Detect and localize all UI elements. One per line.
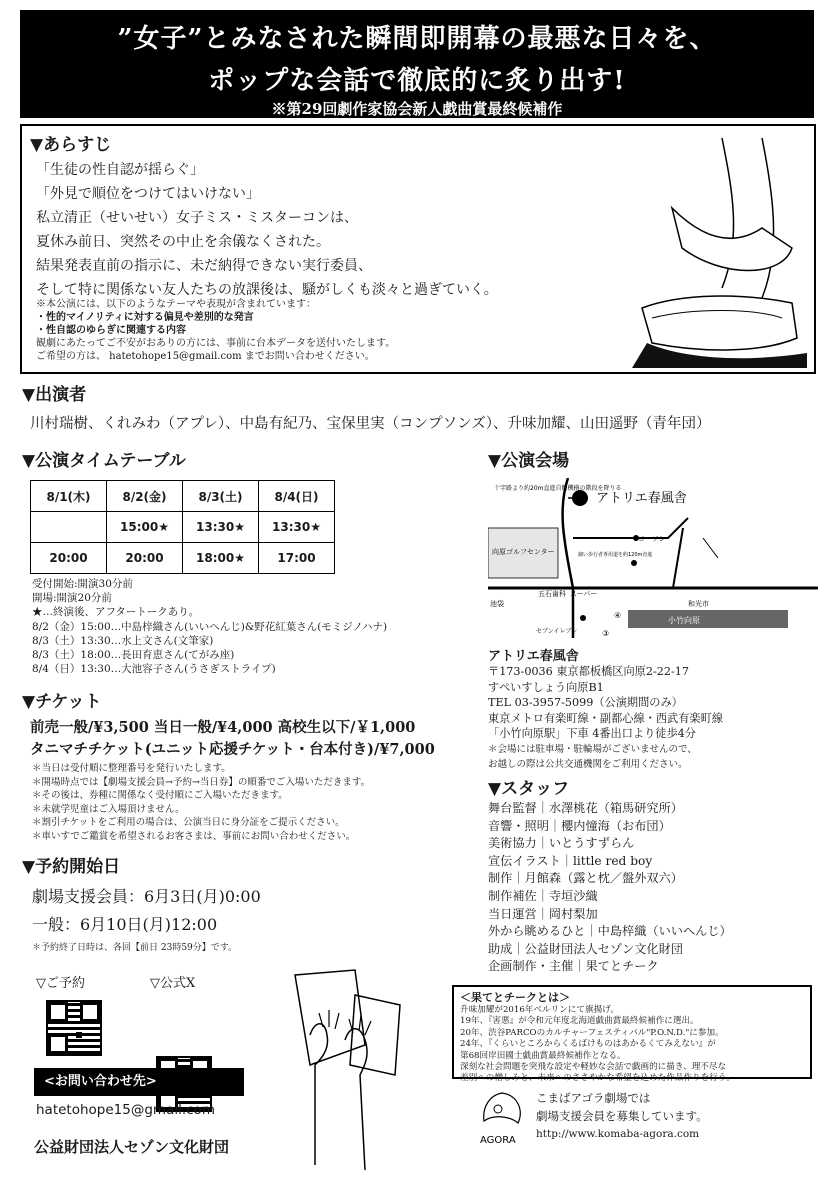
map-exit-3: ③ <box>602 629 610 638</box>
note-line: 8/2（金）15:00…中島梓織さん(いいへんじ)&野花紅葉さん(モミジノハナ) <box>32 620 388 633</box>
map-seven-eleven: セブンイレブン <box>536 628 578 635</box>
table-cell: 20:00 <box>31 543 107 574</box>
table-cell: 8/1(木) <box>31 481 107 512</box>
note-line: ＊割引チケットをご利用の場合は、公演当日に身分証をご提示ください。 <box>32 817 345 828</box>
warning-line: ・性自認のゆらぎに関連する内容 <box>36 325 186 336</box>
troupe-box <box>452 985 812 1084</box>
troupe-line: 升味加耀が2016年ベルリンにて旗揚げ。 <box>460 1005 620 1015</box>
headline-1: ”女子”とみなされた瞬間即開幕の最悪な日々を、 <box>117 24 717 54</box>
reservation-general: 一般：6月10日(月)12:00 <box>32 915 218 934</box>
ticket-notes <box>32 762 370 843</box>
table-cell: 15:00★ <box>107 512 183 543</box>
map-crossing-note: 十字路より約20m直進自販機横の階段を降りる <box>494 485 622 492</box>
cast-list: 川村瑞樹、くれみわ（アプレ）、中島有紀乃、宝保里実（コンプソンズ）、升味加耀、山田遥野（青年団） <box>30 416 711 432</box>
synopsis-line: 夏休み前日、突然その中止を余儀なくされた。 <box>36 234 330 250</box>
staff-item: 外から眺めるひと｜中島梓織（いいへんじ） <box>488 924 732 939</box>
note-line: 8/3（土）13:30…水上文さん(文筆家) <box>32 634 214 647</box>
map-venue-title: アトリエ春風舎 <box>596 491 687 506</box>
staff-heading: ▼スタッフ <box>488 779 570 799</box>
map-lawson: ローソン <box>638 535 666 543</box>
warning-line: ※本公演には、以下のようなテーマや表現が含まれています： <box>36 299 316 310</box>
reservation-note: ＊予約終了日時は、各回【前日 23時59分】です。 <box>32 943 238 953</box>
table-row <box>31 512 335 543</box>
troupe-line: 第68回岸田國士戯曲賞最終候補作となる。 <box>460 1050 626 1061</box>
note-line: 受付開始:開演30分前 <box>32 578 133 590</box>
header-banner <box>20 10 814 118</box>
synopsis-heading: ▼あらすじ <box>30 135 112 155</box>
note-line: ＊当日は受付順に整理番号を発行いたします。 <box>32 763 231 774</box>
agora-line-2: 劇場支援会員を募集しています。 <box>536 1109 708 1123</box>
venue-line: お越しの際は公共交通機関をご利用ください。 <box>488 759 688 770</box>
map-path-note: 細い歩行者専用道を約120m直進 <box>578 552 653 558</box>
contact-email[interactable]: hatetohope15@gmail.com <box>36 1102 215 1118</box>
map-super: スーパー <box>570 590 598 598</box>
note-line: ＊未就学児童はご入場頂けません。 <box>32 803 185 815</box>
table-cell: 8/3(土) <box>183 481 259 512</box>
venue-line: 〒173-0036 東京都板橋区向原2-22-17 <box>488 665 689 678</box>
table-cell: 18:00★ <box>183 543 259 574</box>
reserve-label: ▽ご予約 <box>36 976 85 991</box>
synopsis-line: そして特に関係ない友人たちの放課後は、騒がしくも淡々と過ぎていく。 <box>36 282 498 298</box>
table-cell: 8/2(金) <box>107 481 183 512</box>
table-cell: 17:00 <box>259 543 335 574</box>
synopsis-text <box>36 158 556 302</box>
venue-map <box>488 478 818 638</box>
staff-item: 当日運営｜岡村梨加 <box>488 906 598 921</box>
table-row <box>31 481 335 512</box>
table-cell: 20:00 <box>107 543 183 574</box>
note-line: ＊車いすでご鑑賞を希望されるお客さまは、事前にお問い合わせください。 <box>32 830 356 842</box>
staff-item: 助成｜公益財団法人セゾン文化財団 <box>488 941 683 956</box>
staff-item: 制作｜月館森（露と枕／盤外双六） <box>488 871 683 886</box>
table-cell: 13:30★ <box>259 512 335 543</box>
reservation-heading: ▼予約開始日 <box>22 857 121 877</box>
tanimachi-ticket: タニマチチケット(ユニット応援チケット・台本付き)/¥7,000 <box>30 741 435 758</box>
venue-line: すぺいすしょう向原B1 <box>488 680 604 694</box>
timetable-heading: ▼公演タイムテーブル <box>22 451 186 471</box>
note-line: ★…終演後、アフタートークあり。 <box>32 606 200 619</box>
timetable-notes <box>32 577 387 676</box>
table-row <box>31 543 335 574</box>
agora-url[interactable]: http://www.komaba-agora.com <box>536 1128 700 1140</box>
venue-name: アトリエ春風舎 <box>488 649 579 664</box>
venue-line: 「小竹向原駅」下車 4番出口より徒歩4分 <box>488 727 696 740</box>
note-line: 8/4（日）13:30…大池容子さん(うさぎストライプ) <box>32 663 276 676</box>
ticket-prices: 前売一般/¥3,500 当日一般/¥4,000 高校生以下/￥1,000 <box>30 719 416 736</box>
synopsis-line: 私立清正（せいせい）女子ミス・ミスターコンは、 <box>36 210 358 226</box>
contact-label: <お問い合わせ先> <box>34 1068 244 1096</box>
note-line: 8/3（土）18:00…長田育恵さん(てがみ座) <box>32 649 235 662</box>
staff-item: 制作補佐｜寺垣沙織 <box>488 888 598 903</box>
note-line: ＊その後は、券種に関係なく受付順にご入場いただきます。 <box>32 790 288 801</box>
table-cell <box>31 512 107 543</box>
table-cell: 13:30★ <box>183 512 259 543</box>
troupe-line: 深刻な社会問題を突飛な設定や軽妙な会話で戯画的に描き、理不尽な <box>460 1062 727 1073</box>
award-note: ※第29回劇作家協会新人戯曲賞最終候補作 <box>271 100 563 118</box>
reserve-qr-code[interactable] <box>46 1000 102 1056</box>
agora-line-1: こまばアゴラ劇場では <box>536 1091 651 1105</box>
content-warning <box>36 298 496 363</box>
map-goishi: 五石歯科 <box>538 590 566 598</box>
map-ikebukuro: 池袋 <box>490 600 504 608</box>
agora-logo <box>478 1085 526 1147</box>
troupe-heading: ＜果てとチークとは＞ <box>460 991 570 1004</box>
synopsis-line: 結果発表直前の指示に、未だ納得できない実行委員、 <box>36 258 372 274</box>
table-cell: 8/4(日) <box>259 481 335 512</box>
venue-line: 東京メトロ有楽町線・副都心線・西武有楽町線 <box>488 711 723 725</box>
venue-info <box>488 664 723 773</box>
troupe-line: 20年、渋谷PARCOのカルチャーフェスティバル"P.O.N.D."に参加。 <box>460 1027 724 1038</box>
venue-line: TEL 03-3957-5099（公演期間のみ） <box>488 696 683 709</box>
reservation-member: 劇場支援会員：6月3日(月)0:00 <box>32 887 261 906</box>
headline-2: ポップな会話で徹底的に炙り出す! <box>208 66 626 96</box>
staff-item: 美術協力｜いとうすずらん <box>488 836 635 851</box>
troupe-text <box>460 1005 806 1085</box>
synopsis-line: 「外見で順位をつけてはいけない」 <box>36 186 260 202</box>
agora-logo-text: AGORA <box>480 1135 516 1146</box>
hands-illustration <box>285 965 420 1175</box>
warning-line: ・性的マイノリティに対する偏見や差別的な発言 <box>36 312 254 323</box>
staff-item: 音響・照明｜櫻内憧海（お布団） <box>488 818 671 833</box>
legs-illustration <box>522 128 812 368</box>
venue-line: ＊会場には駐車場・駐輪場がございませんので、 <box>488 743 697 755</box>
note-line: 開場:開演20分前 <box>32 592 112 605</box>
troupe-line: 24年、『くらいところからくるばけものはあかるくてみえない』が <box>460 1039 716 1050</box>
venue-heading: ▼公演会場 <box>488 451 570 471</box>
map-golf-center: 向原ゴルフセンター <box>492 548 555 556</box>
ticket-heading: ▼チケット <box>22 692 102 712</box>
timetable-table <box>30 480 335 574</box>
staff-item: 企画制作・主催｜果てとチーク <box>488 959 659 974</box>
warning-line: 観劇にあたってご不安がおありの方には、事前に台本データを送付いたします。 <box>36 338 396 349</box>
warning-line: ご希望の方は、 hatetohope15@gmail.com までお問い合わせください。 <box>36 351 375 362</box>
cast-heading: ▼出演者 <box>22 385 87 405</box>
map-wako: 和光市 <box>688 600 709 608</box>
sponsor-logo: 公益財団法人セゾン文化財団 <box>34 1138 230 1156</box>
staff-item: 舞台監督｜水澤桃花（箱馬研究所） <box>488 801 683 815</box>
troupe-line: 19年、『害悪』が令和元年度北海道戯曲賞最終候補作に選出。 <box>460 1016 699 1027</box>
official-x-label: ▽公式X <box>150 976 196 991</box>
troupe-line: 差別への憎しみと、未来へのささやかな希望を込めた作品作りを行う。 <box>460 1073 736 1084</box>
synopsis-line: 「生徒の性自認が揺らぐ」 <box>36 162 204 178</box>
staff-item: 宣伝イラスト｜little red boy <box>488 853 653 868</box>
map-station: 小竹向原 <box>668 616 700 625</box>
map-exit-4: ④ <box>614 611 622 620</box>
synopsis-box <box>20 124 816 374</box>
staff-list <box>488 800 732 976</box>
note-line: ＊開場時点では【劇場支援会員→予約→当日券】の順番でご入場いただきます。 <box>32 776 371 788</box>
